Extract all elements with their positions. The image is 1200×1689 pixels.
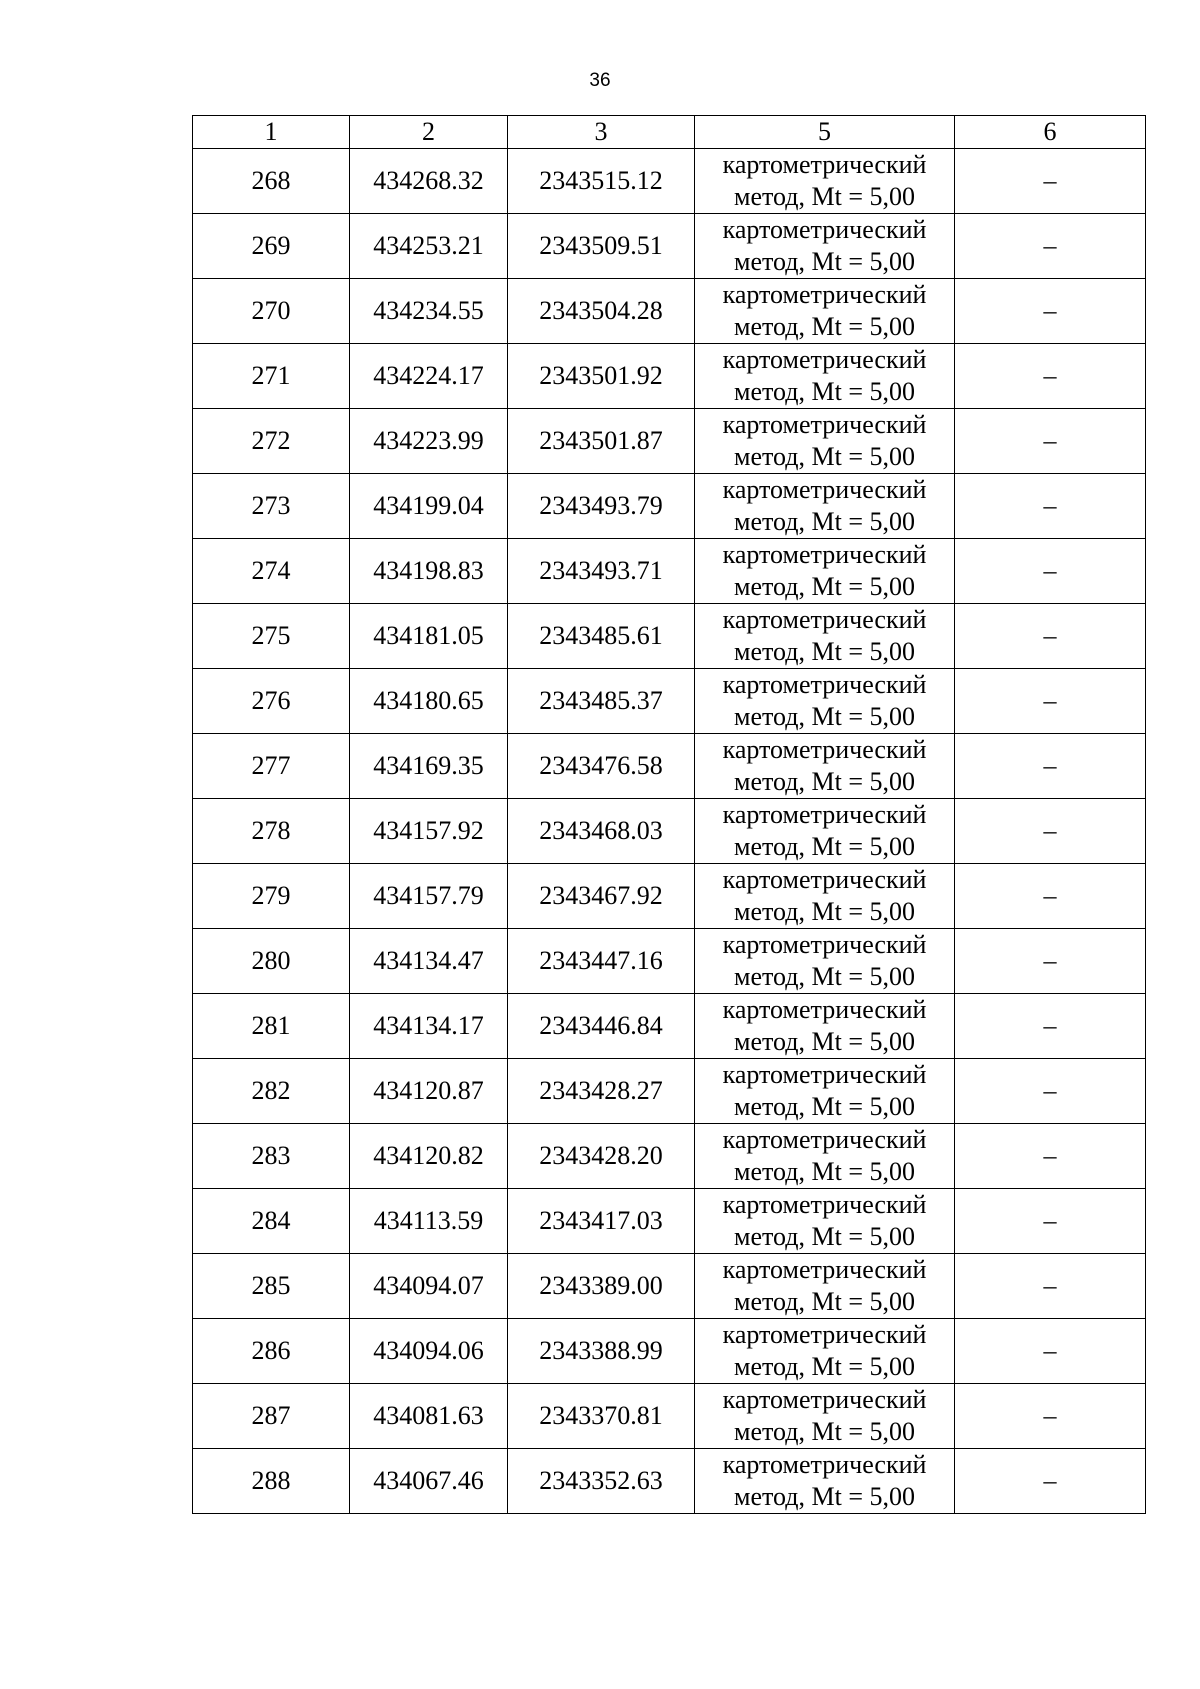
method-line-2: метод, Mt = 5,00	[734, 377, 915, 406]
y-coordinate-cell: 2343501.92	[508, 344, 695, 409]
x-coordinate-cell: 434199.04	[350, 474, 508, 539]
point-number-cell: 275	[193, 604, 350, 669]
point-number-cell: 270	[193, 279, 350, 344]
y-coordinate-cell: 2343428.20	[508, 1124, 695, 1189]
method-cell	[695, 279, 955, 344]
table-row	[193, 279, 1146, 344]
method-line-1: картометрический	[722, 605, 927, 634]
x-coordinate-cell: 434169.35	[350, 734, 508, 799]
point-number-cell: 284	[193, 1189, 350, 1254]
page-number: 36	[589, 70, 611, 91]
method-cell	[695, 1384, 955, 1449]
method-line-1: картометрический	[722, 1255, 927, 1284]
point-number-cell: 287	[193, 1384, 350, 1449]
method-cell	[695, 214, 955, 279]
note-cell: –	[955, 1384, 1146, 1449]
point-number-cell: 278	[193, 799, 350, 864]
method-line-2: метод, Mt = 5,00	[734, 442, 915, 471]
method-line-2: метод, Mt = 5,00	[734, 1287, 915, 1316]
y-coordinate-cell: 2343417.03	[508, 1189, 695, 1254]
table-row	[193, 214, 1146, 279]
note-cell: –	[955, 279, 1146, 344]
point-number-cell: 269	[193, 214, 350, 279]
note-cell: –	[955, 604, 1146, 669]
table-row	[193, 1254, 1146, 1319]
method-line-2: метод, Mt = 5,00	[734, 962, 915, 991]
method-line-2: метод, Mt = 5,00	[734, 1417, 915, 1446]
note-cell: –	[955, 1254, 1146, 1319]
y-coordinate-cell: 2343501.87	[508, 409, 695, 474]
method-line-1: картометрический	[722, 865, 927, 894]
table-row	[193, 669, 1146, 734]
method-line-2: метод, Mt = 5,00	[734, 1222, 915, 1251]
x-coordinate-cell: 434120.87	[350, 1059, 508, 1124]
table-row	[193, 1059, 1146, 1124]
method-line-1: картометрический	[722, 1125, 927, 1154]
table-row	[193, 864, 1146, 929]
method-cell	[695, 1189, 955, 1254]
method-line-1: картометрический	[722, 735, 927, 764]
x-coordinate-cell: 434094.07	[350, 1254, 508, 1319]
method-line-2: метод, Mt = 5,00	[734, 572, 915, 601]
method-line-1: картометрический	[722, 150, 927, 179]
note-cell: –	[955, 864, 1146, 929]
method-line-2: метод, Mt = 5,00	[734, 1092, 915, 1121]
x-coordinate-cell: 434157.79	[350, 864, 508, 929]
note-cell: –	[955, 994, 1146, 1059]
x-coordinate-cell: 434113.59	[350, 1189, 508, 1254]
y-coordinate-cell: 2343446.84	[508, 994, 695, 1059]
note-cell: –	[955, 734, 1146, 799]
note-cell: –	[955, 799, 1146, 864]
x-coordinate-cell: 434223.99	[350, 409, 508, 474]
method-line-2: метод, Mt = 5,00	[734, 702, 915, 731]
y-coordinate-cell: 2343352.63	[508, 1449, 695, 1514]
point-number-cell: 283	[193, 1124, 350, 1189]
method-cell	[695, 669, 955, 734]
method-cell	[695, 539, 955, 604]
method-line-2: метод, Mt = 5,00	[734, 312, 915, 341]
note-cell: –	[955, 344, 1146, 409]
y-coordinate-cell: 2343428.27	[508, 1059, 695, 1124]
header-col-3: 3	[508, 116, 695, 149]
method-cell	[695, 1124, 955, 1189]
method-line-1: картометрический	[722, 1450, 927, 1479]
y-coordinate-cell: 2343485.37	[508, 669, 695, 734]
table-row	[193, 1124, 1146, 1189]
note-cell: –	[955, 539, 1146, 604]
method-line-1: картометрический	[722, 280, 927, 309]
y-coordinate-cell: 2343468.03	[508, 799, 695, 864]
method-cell	[695, 1319, 955, 1384]
point-number-cell: 288	[193, 1449, 350, 1514]
table-row	[193, 1384, 1146, 1449]
note-cell: –	[955, 1449, 1146, 1514]
method-cell	[695, 994, 955, 1059]
note-cell: –	[955, 409, 1146, 474]
header-col-1: 1	[193, 116, 350, 149]
x-coordinate-cell: 434234.55	[350, 279, 508, 344]
method-line-2: метод, Mt = 5,00	[734, 832, 915, 861]
x-coordinate-cell: 434181.05	[350, 604, 508, 669]
point-number-cell: 279	[193, 864, 350, 929]
method-line-1: картометрический	[722, 475, 927, 504]
note-cell: –	[955, 669, 1146, 734]
table-row	[193, 149, 1146, 214]
method-line-1: картометрический	[722, 1190, 927, 1219]
method-line-2: метод, Mt = 5,00	[734, 247, 915, 276]
point-number-cell: 277	[193, 734, 350, 799]
y-coordinate-cell: 2343476.58	[508, 734, 695, 799]
y-coordinate-cell: 2343509.51	[508, 214, 695, 279]
point-number-cell: 282	[193, 1059, 350, 1124]
x-coordinate-cell: 434198.83	[350, 539, 508, 604]
table-row	[193, 1319, 1146, 1384]
y-coordinate-cell: 2343467.92	[508, 864, 695, 929]
method-line-2: метод, Mt = 5,00	[734, 507, 915, 536]
method-line-2: метод, Mt = 5,00	[734, 1027, 915, 1056]
method-cell	[695, 1449, 955, 1514]
table-row	[193, 1189, 1146, 1254]
method-line-1: картометрический	[722, 670, 927, 699]
point-number-cell: 268	[193, 149, 350, 214]
point-number-cell: 273	[193, 474, 350, 539]
point-number-cell: 274	[193, 539, 350, 604]
header-row	[193, 116, 1146, 149]
table-row	[193, 799, 1146, 864]
table-body	[193, 149, 1146, 1514]
method-line-1: картометрический	[722, 800, 927, 829]
y-coordinate-cell: 2343493.71	[508, 539, 695, 604]
method-cell	[695, 474, 955, 539]
method-line-2: метод, Mt = 5,00	[734, 897, 915, 926]
method-line-1: картометрический	[722, 1385, 927, 1414]
method-line-1: картометрический	[722, 345, 927, 374]
x-coordinate-cell: 434157.92	[350, 799, 508, 864]
method-line-1: картометрический	[722, 410, 927, 439]
table-row	[193, 409, 1146, 474]
table-row	[193, 344, 1146, 409]
table-row	[193, 994, 1146, 1059]
header-col-2: 2	[350, 116, 508, 149]
method-cell	[695, 409, 955, 474]
note-cell: –	[955, 1124, 1146, 1189]
method-line-1: картометрический	[722, 930, 927, 959]
x-coordinate-cell: 434180.65	[350, 669, 508, 734]
header-col-6: 6	[955, 116, 1146, 149]
method-cell	[695, 1254, 955, 1319]
y-coordinate-cell: 2343388.99	[508, 1319, 695, 1384]
method-line-2: метод, Mt = 5,00	[734, 767, 915, 796]
method-cell	[695, 929, 955, 994]
note-cell: –	[955, 149, 1146, 214]
y-coordinate-cell: 2343504.28	[508, 279, 695, 344]
coordinates-table	[192, 115, 1146, 1514]
x-coordinate-cell: 434224.17	[350, 344, 508, 409]
x-coordinate-cell: 434081.63	[350, 1384, 508, 1449]
x-coordinate-cell: 434268.32	[350, 149, 508, 214]
x-coordinate-cell: 434067.46	[350, 1449, 508, 1514]
point-number-cell: 286	[193, 1319, 350, 1384]
method-line-2: метод, Mt = 5,00	[734, 1157, 915, 1186]
method-cell	[695, 149, 955, 214]
note-cell: –	[955, 1319, 1146, 1384]
method-cell	[695, 864, 955, 929]
table-row	[193, 929, 1146, 994]
header-col-5: 5	[695, 116, 955, 149]
method-cell	[695, 1059, 955, 1124]
point-number-cell: 276	[193, 669, 350, 734]
method-cell	[695, 799, 955, 864]
table-row	[193, 474, 1146, 539]
table-row	[193, 539, 1146, 604]
method-line-2: метод, Mt = 5,00	[734, 1352, 915, 1381]
point-number-cell: 280	[193, 929, 350, 994]
method-line-2: метод, Mt = 5,00	[734, 1482, 915, 1511]
y-coordinate-cell: 2343485.61	[508, 604, 695, 669]
table-row	[193, 734, 1146, 799]
table-header	[193, 116, 1146, 149]
note-cell: –	[955, 929, 1146, 994]
table-row	[193, 604, 1146, 669]
method-line-2: метод, Mt = 5,00	[734, 182, 915, 211]
method-line-1: картометрический	[722, 540, 927, 569]
method-line-1: картометрический	[722, 1060, 927, 1089]
point-number-cell: 285	[193, 1254, 350, 1319]
x-coordinate-cell: 434134.17	[350, 994, 508, 1059]
x-coordinate-cell: 434094.06	[350, 1319, 508, 1384]
x-coordinate-cell: 434253.21	[350, 214, 508, 279]
method-line-1: картометрический	[722, 995, 927, 1024]
point-number-cell: 272	[193, 409, 350, 474]
method-line-1: картометрический	[722, 215, 927, 244]
x-coordinate-cell: 434134.47	[350, 929, 508, 994]
note-cell: –	[955, 474, 1146, 539]
y-coordinate-cell: 2343389.00	[508, 1254, 695, 1319]
method-cell	[695, 734, 955, 799]
method-line-2: метод, Mt = 5,00	[734, 637, 915, 666]
y-coordinate-cell: 2343447.16	[508, 929, 695, 994]
x-coordinate-cell: 434120.82	[350, 1124, 508, 1189]
point-number-cell: 281	[193, 994, 350, 1059]
note-cell: –	[955, 214, 1146, 279]
y-coordinate-cell: 2343370.81	[508, 1384, 695, 1449]
method-cell	[695, 604, 955, 669]
y-coordinate-cell: 2343515.12	[508, 149, 695, 214]
note-cell: –	[955, 1189, 1146, 1254]
note-cell: –	[955, 1059, 1146, 1124]
method-line-1: картометрический	[722, 1320, 927, 1349]
y-coordinate-cell: 2343493.79	[508, 474, 695, 539]
method-cell	[695, 344, 955, 409]
table-row	[193, 1449, 1146, 1514]
point-number-cell: 271	[193, 344, 350, 409]
